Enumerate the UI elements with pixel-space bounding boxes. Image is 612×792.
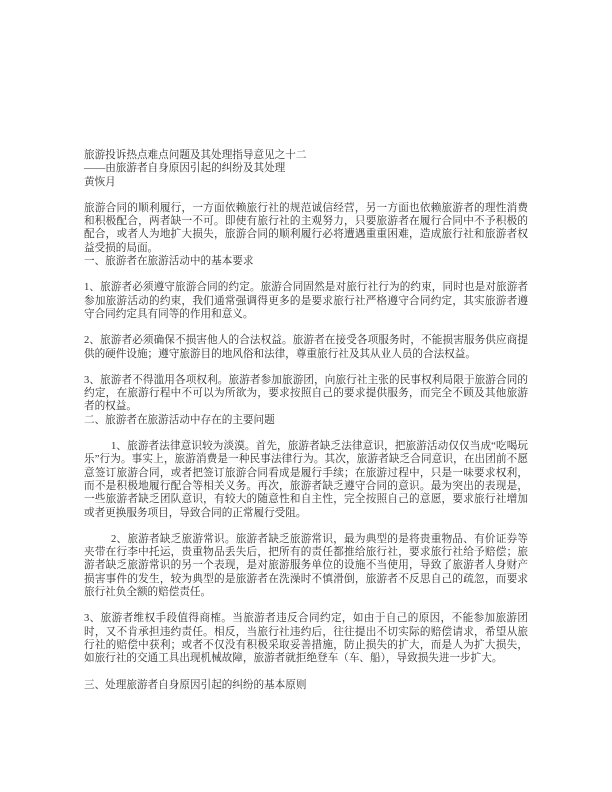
section2-heading: 二、旅游者在旅游活动中存在的主要问题 [84, 414, 275, 426]
section2-item-3 [84, 612, 528, 665]
paragraph: 2、旅游者缺乏旅游常识。旅游者缺乏旅游常识，最为典型的是将贵重物品、有价证券等夹带在行李中托运，贵重物品丢失后，把所有的责任都推给旅行社，要求旅行社给予赔偿；旅游者缺乏旅游常识的另一个表现，是对旅游服务单位的设施不当使用，导致了旅游者人身财产损害事件的发生，较为典型的是旅游者在洗澡时不慎滑倒，旅游者不反思自己的疏忽，而要求旅行社负全额的赔偿责任。 [84, 533, 528, 599]
paragraph: 1、旅游者法律意识较为淡漠。首先，旅游者缺乏法律意识，把旅游活动仅仅当成“吃喝玩乐”行为。事实上，旅游消费是一种民事法律行为。其次，旅游者缺乏合同意识，在出团前不愿意签订旅游合同，或者把签订旅游合同看成是履行手续；在旅游过程中，只是一味要求权利，而不是积极地履行配合等相关义务。再次，旅游者缺乏遵守合同的意识。最为突出的表现是，一些旅游者缺乏团队意识，有较大的随意性和自主性，完全按照自己的意愿，要求旅行社增加或者更换服务项目，导致合同的正常履行受阻。 [84, 441, 528, 519]
section2-item-1 [84, 440, 528, 520]
paragraph: 3、旅游者维权手段值得商榷。当旅游者违反合同约定，如由于自己的原因，不能参加旅游团时，又不肯承担违约责任。相反，当旅行社违约后，往往提出不切实际的赔偿请求，希望从旅行社的赔偿中获利；或者不仅没有积极采取妥善措施，防止损失的扩大，而是人为扩大损失，如旅行社的交通工具出现机械故障，旅游者就拒绝登车（车、船），导致损失进一步扩大。 [84, 613, 528, 665]
section1-item-2 [84, 334, 528, 361]
section3-heading: 三、处理旅游者自身原因引起的纠纷的基本原则 [84, 679, 307, 691]
title-block [84, 149, 528, 189]
document-subtitle: ——由旅游者自身原因引起的纠纷及其处理 [84, 163, 286, 175]
document-author: 黄恢月 [84, 176, 116, 188]
paragraph: 1、旅游者必须遵守旅游合同的约定。旅游合同固然是对旅行社行为的约束，同时也是对旅游者参加旅游活动的约束，我们通常强调得更多的是要求旅行社严格遵守合同约定，其实旅游者遵守合同约定具有同等的作用和意义。 [84, 282, 528, 320]
paragraph: 3、旅游者不得滥用各项权利。旅游者参加旅游团，向旅行社主张的民事权利局限于旅游合同的约定，在旅游行程中不可以为所欲为，要求按照自己的要求提供服务，而完全不顾及其他旅游者的权益。 [84, 374, 528, 413]
intro-block [84, 202, 528, 268]
section1-heading: 一、旅游者在旅游活动中的基本要求 [84, 256, 254, 268]
document-title: 旅游投诉热点难点问题及其处理指导意见之十二 [84, 150, 307, 161]
section3-block [84, 679, 528, 692]
intro-paragraph: 旅游合同的顺利履行，一方面依赖旅行社的规范诚信经营，另一方面也依赖旅游者的理性消费和积极配合，两者缺一不可。即使有旅行社的主观努力，只要旅游者在履行合同中不予积极的配合，或者人为地扩大损失，旅游合同的顺利履行必将遭遇重重困难，造成旅行社和旅游者权益受损的局面。 [84, 202, 528, 254]
paragraph: 2、旅游者必须确保不损害他人的合法权益。旅游者在接受各项服务时，不能损害服务供应商提供的硬件设施；遵守旅游目的地风俗和法律，尊重旅行社及其从业人员的合法权益。 [84, 335, 528, 360]
section1-item-1 [84, 281, 528, 321]
section1-item-3-block [84, 374, 528, 427]
section2-item-2 [84, 533, 528, 599]
